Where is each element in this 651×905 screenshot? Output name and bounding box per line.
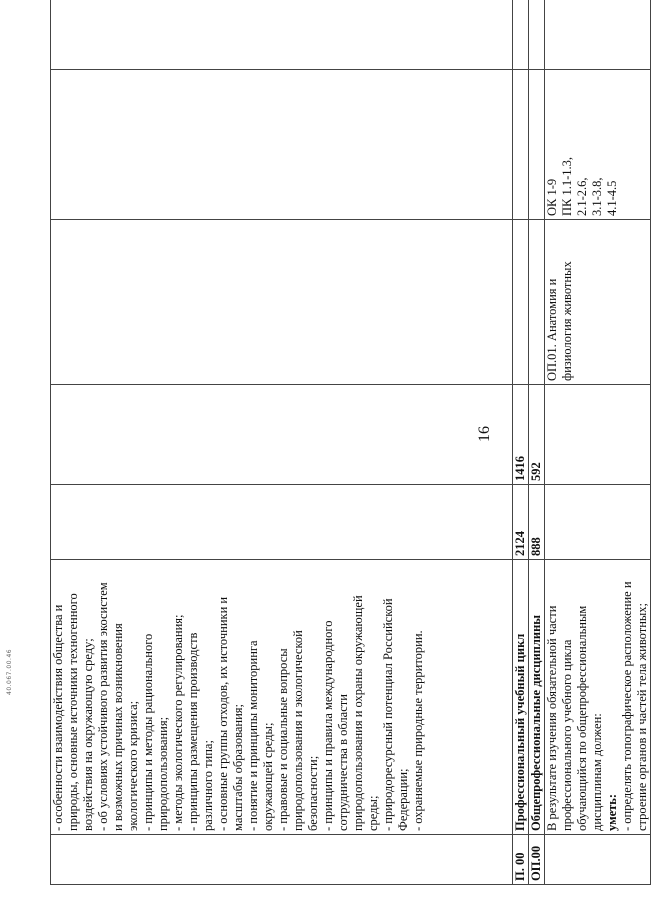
knowledge-line: - методы экологического регулирования; (171, 614, 185, 831)
row-code-p00: П. 00 (513, 835, 529, 885)
knowledge-line: - об условиях устойчивого развития экосистем (96, 582, 110, 831)
table-row (513, 0, 529, 885)
row-obligatory-op00: 592 (529, 385, 545, 485)
op01-skills (620, 563, 650, 831)
op01-competencies-cell (545, 70, 651, 220)
op01-discipline-line: ОП.01. Анатомия и (545, 278, 559, 381)
op01-text-line: В результате изучения обязательной части (545, 605, 559, 831)
op01-discipline-cell (545, 220, 651, 385)
op01-competency-line: 2.1-2.6, (575, 177, 589, 216)
knowledge-line: и возможных причинах возникновения (111, 623, 125, 831)
row-obligatory-p00: 1416 (513, 385, 529, 485)
knowledge-line: - принципы и методы рационального (141, 633, 155, 831)
knowledge-line: экологического кризиса; (126, 700, 140, 831)
knowledge-line: природопользования и охраны окружающей (351, 595, 365, 831)
row-name-op00: Общепрофессиональные дисциплины (529, 560, 545, 835)
knowledge-cell (51, 560, 513, 835)
knowledge-line: - природоресурсный потенциал Российской (381, 598, 395, 831)
knowledge-line: - принципы размещения производств (186, 632, 200, 831)
knowledge-line: природы, основные источники техногенного (66, 593, 80, 831)
knowledge-line: - принципы и правила международного (321, 620, 335, 831)
knowledge-line: - охраняемые природные территории. (411, 630, 425, 831)
code-cell (51, 835, 513, 885)
max-load-cell (51, 485, 513, 560)
knowledge-line: - основные группы отходов, их источники и (216, 596, 230, 831)
knowledge-line: - понятие и принципы мониторинга (246, 640, 260, 831)
knowledge-line: окружающей среды; (261, 722, 275, 831)
umet-label: уметь: (605, 793, 619, 831)
table-row (529, 0, 545, 885)
page-number: 16 (476, 426, 493, 442)
op01-discipline (545, 223, 575, 381)
op01-discipline-line: физиология животных (560, 261, 574, 381)
table-row (545, 0, 651, 885)
empty-cell (545, 835, 651, 885)
knowledge-line: сотрудничества в области (336, 694, 350, 831)
knowledge-line: Федерации; (396, 768, 410, 831)
op01-competency-line: 4.1-4.5 (605, 180, 619, 216)
knowledge-line: безопасности; (306, 755, 320, 831)
row-code-op00: ОП.00 (529, 835, 545, 885)
knowledge-line: воздействия на окружающую среду; (81, 638, 95, 831)
extra-cell (51, 0, 513, 70)
empty-cell (529, 70, 545, 220)
table-row (51, 0, 513, 885)
op01-text-line: дисциплинам должен: (590, 713, 604, 831)
knowledge-line: масштабы образования; (231, 703, 245, 831)
obligatory-cell (51, 385, 513, 485)
op01-text (545, 563, 605, 831)
empty-cell (545, 0, 651, 70)
empty-cell (529, 220, 545, 385)
op01-competency-line: 3.1-3.8, (590, 177, 604, 216)
op01-text-line: обучающийся по общепрофессиональным (575, 605, 589, 831)
empty-cell (529, 0, 545, 70)
op01-competency-line: ПК 1.1-1.3, (560, 156, 574, 216)
empty-cell (513, 0, 529, 70)
knowledge-line: природопользования и экологической (291, 630, 305, 831)
op01-text-line: профессионального учебного цикла (560, 639, 574, 831)
row-max-load-p00: 2124 (513, 485, 529, 560)
curriculum-table (50, 0, 651, 885)
knowledge-list (51, 563, 426, 831)
row-max-load-op00: 888 (529, 485, 545, 560)
discipline-cell (51, 220, 513, 385)
op01-competency-line: ОК 1-9 (545, 178, 559, 216)
empty-cell (513, 220, 529, 385)
op01-description-cell (545, 560, 651, 835)
knowledge-line: различного типа; (201, 740, 215, 831)
knowledge-line: - правовые и социальные вопросы (276, 648, 290, 831)
footer-mark: 40.067.00.46 (6, 648, 13, 695)
row-name-p00: Профессиональный учебный цикл (513, 560, 529, 835)
competencies-cell (51, 70, 513, 220)
op01-competencies (545, 73, 620, 216)
rotated-page (50, 0, 649, 885)
knowledge-line: - особенности взаимодействия общества и (51, 604, 65, 831)
empty-cell (545, 485, 651, 560)
empty-cell (513, 70, 529, 220)
op01-skill-line: - определять топографическое расположение и (620, 581, 634, 831)
knowledge-line: природопользования; (156, 716, 170, 831)
op01-skill-line: строение органов и частей тела животных; (635, 602, 649, 831)
knowledge-line: среды; (366, 795, 380, 831)
empty-cell (545, 385, 651, 485)
